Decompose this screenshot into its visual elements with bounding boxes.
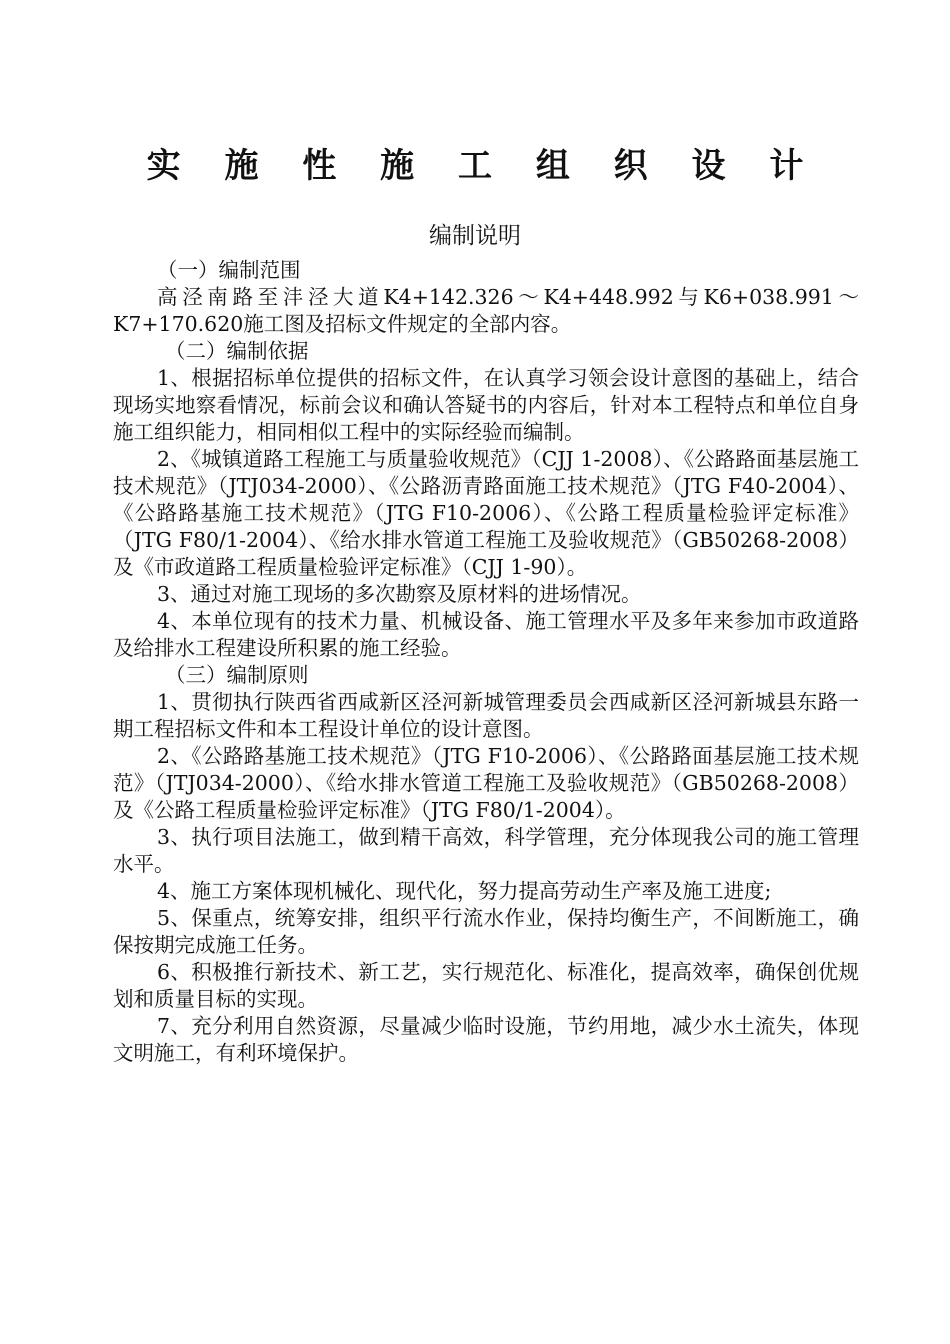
principle-item: 4、施工方案体现机械化、现代化，努力提高劳动生产率及施工进度; <box>157 879 772 903</box>
section-heading-basis: （二）编制依据 <box>165 339 309 363</box>
document-body <box>113 257 859 1067</box>
document-subtitle: 编制说明 <box>429 223 521 249</box>
section-heading-principle: （三）编制原则 <box>165 663 309 687</box>
basis-item: 3、通过对施工现场的多次勘察及原材料的进场情况。 <box>157 582 642 606</box>
principle-item: 6、积极推行新技术、新工艺，实行规范化、标准化，提高效率，确保创优规划和质量目标的实现。 <box>113 960 859 1011</box>
basis-item: 4、本单位现有的技术力量、机械设备、施工管理水平及多年来参加市政道路及给排水工程建设所积累的施工经验。 <box>113 609 859 660</box>
principle-item: 3、执行项目法施工，做到精干高效，科学管理，充分体现我公司的施工管理水平。 <box>113 825 859 876</box>
document-title: 实 施 性 施 工 组 织 设 计 <box>146 146 820 186</box>
section-heading-scope: （一）编制范围 <box>157 258 301 282</box>
basis-item: 2、《城镇道路工程施工与质量验收规范》（CJJ 1-2008）、《公路路面基层施工技术规范》（JTJ034-2000）、《公路沥青路面施工技术规范》（JTG F40-2004）、《公路路基施工技术规范》（JTG F10-2006）、《公路工程质量检验评定标准》（JTG F80/1-2004）、《给水排水管道工程施工及验收规范》（GB50268-2008）及《市政道路工程质量检验评定标准》（CJJ 1-90）。 <box>113 447 859 579</box>
principle-item: 1、贯彻执行陕西省西咸新区泾河新城管理委员会西咸新区泾河新城县东路一期工程招标文件和本工程设计单位的设计意图。 <box>113 690 859 741</box>
principle-item: 5、保重点，统筹安排，组织平行流水作业，保持均衡生产，不间断施工，确保按期完成施工任务。 <box>113 906 859 957</box>
principle-item: 7、充分利用自然资源，尽量减少临时设施，节约用地，减少水土流失，体现文明施工，有利环境保护。 <box>113 1014 859 1065</box>
principle-item: 2、《公路路基施工技术规范》（JTG F10-2006）、《公路路面基层施工技术规范》（JTJ034-2000）、《给水排水管道工程施工及验收规范》（GB50268-2008）及《公路工程质量检验评定标准》（JTG F80/1-2004）。 <box>113 744 859 822</box>
paragraph-scope: 高泾南路至沣泾大道K4+142.326～K4+448.992与K6+038.991～K7+170.620施工图及招标文件规定的全部内容。 <box>113 285 859 336</box>
basis-item: 1、根据招标单位提供的招标文件，在认真学习领会设计意图的基础上，结合现场实地察看情况，标前会议和确认答疑书的内容后，针对本工程特点和单位自身施工组织能力，相同相似工程中的实际经验而编制。 <box>113 366 859 444</box>
